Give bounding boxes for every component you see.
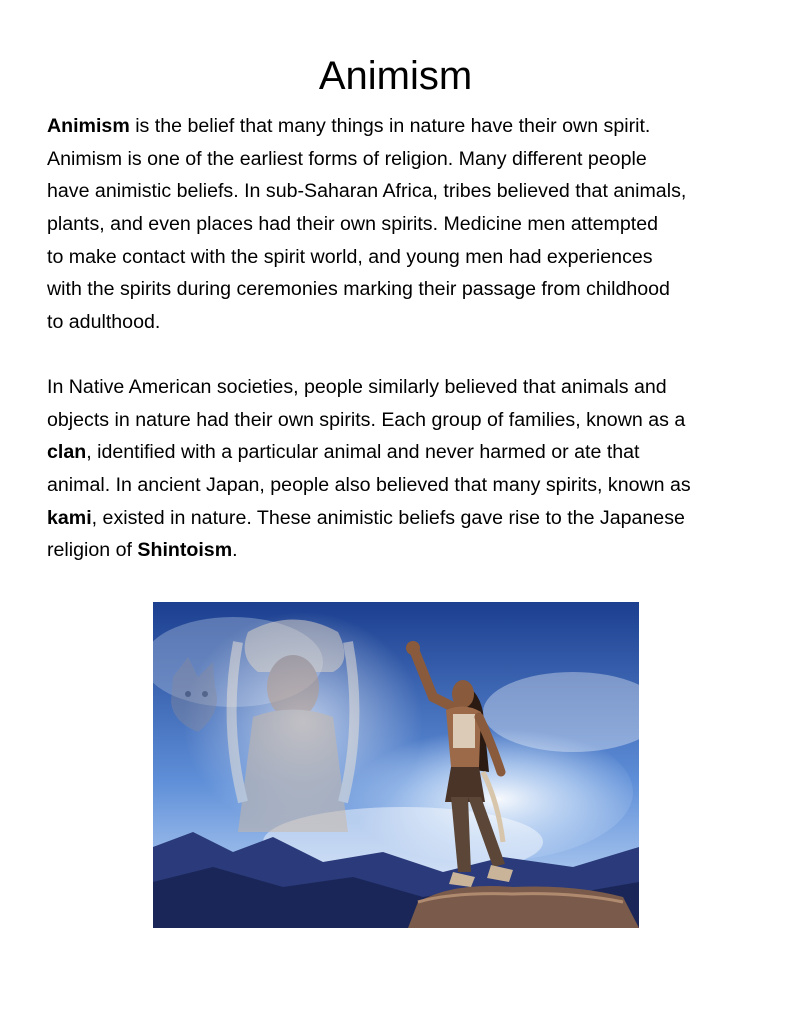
paragraph-2-line xyxy=(47,469,752,502)
line-segment: plants, and even places had their own spirits. Medicine men attempted xyxy=(47,213,659,236)
line-segment: Animism xyxy=(47,115,130,137)
line-segment: Animism is one of the earliest forms of religion. Many different people xyxy=(47,147,647,170)
line-segment: animal. In ancient Japan, people also believed that many spirits, known as xyxy=(47,474,691,497)
line-segment: with the spirits during ceremonies marking their passage from childhood xyxy=(47,278,670,301)
line-segment: objects in nature had their own spirits. Each group of families, known as a xyxy=(47,408,686,431)
paragraph-2-line xyxy=(47,404,752,437)
page-title: Animism xyxy=(318,54,473,98)
paragraph-2-line xyxy=(47,371,752,404)
paragraph-1-line xyxy=(47,175,752,208)
paragraph-1-line xyxy=(47,273,752,306)
line-segment: religion of xyxy=(47,539,138,562)
spirit-illustration xyxy=(153,602,639,928)
paragraph-1-line xyxy=(47,110,752,143)
paragraph-2-line xyxy=(47,534,752,567)
paragraph-1 xyxy=(47,110,752,339)
line-segment: have animistic beliefs. In sub-Saharan Africa, tribes believed that animals, xyxy=(47,180,687,203)
line-segment: , existed in nature. These animistic beliefs gave rise to the Japanese xyxy=(91,506,685,529)
line-segment: kami xyxy=(47,506,92,529)
line-segment: is the belief that many things in nature have their own spirit. xyxy=(129,115,651,137)
spirit-illustration-svg xyxy=(153,602,639,928)
paragraph-1-line xyxy=(47,241,752,274)
line-segment: to adulthood. xyxy=(47,311,161,334)
line-segment: to make contact with the spirit world, and young men had experiences xyxy=(47,245,653,268)
paragraph-1-line xyxy=(47,208,752,241)
paragraph-1-line xyxy=(47,143,752,176)
line-segment: clan xyxy=(47,441,87,464)
paragraph-2 xyxy=(47,371,752,567)
paragraph-2-line xyxy=(47,502,752,535)
line-segment: , identified with a particular animal and never harmed or ate that xyxy=(86,441,640,464)
paragraph-2-line xyxy=(47,436,752,469)
line-segment: Shintoism xyxy=(137,539,233,562)
line-segment: In Native American societies, people similarly believed that animals and xyxy=(47,376,667,398)
line-segment: . xyxy=(232,539,238,562)
paragraph-1-line xyxy=(47,306,752,339)
